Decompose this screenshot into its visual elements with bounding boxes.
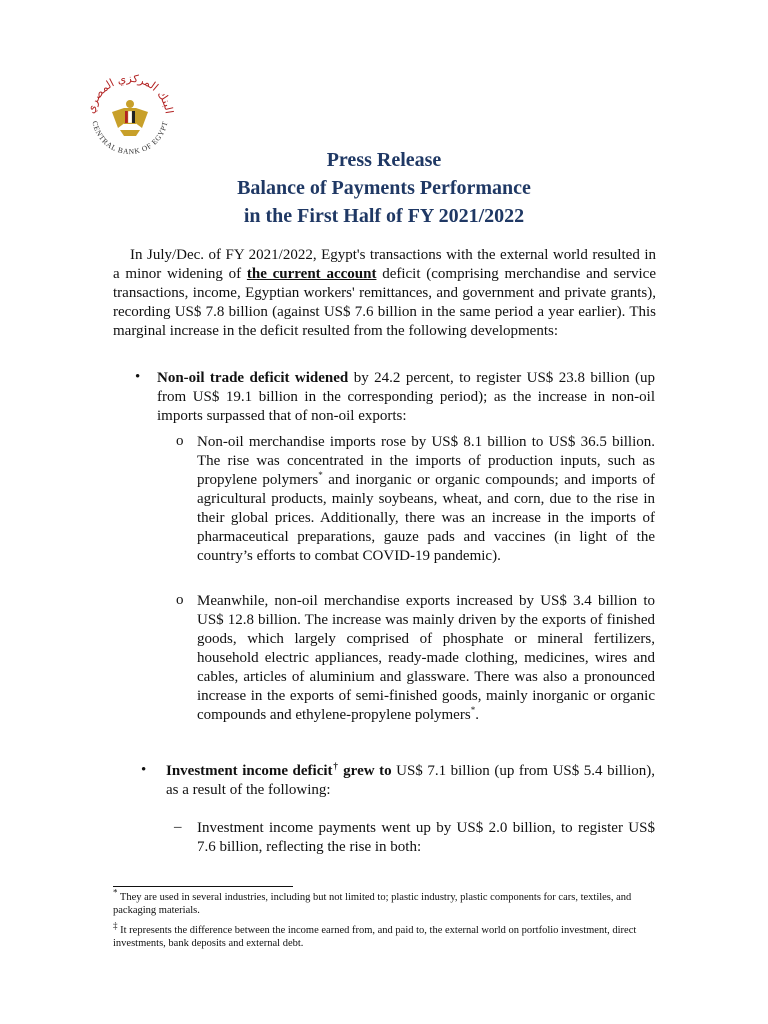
footnote-divider bbox=[113, 886, 293, 887]
title-line-1: Press Release bbox=[326, 149, 442, 171]
title-line-2: Balance of Payments Performance bbox=[237, 177, 531, 199]
bullet-marker: • bbox=[135, 369, 141, 385]
current-account-emphasis: the current account bbox=[246, 266, 377, 282]
press-release-title bbox=[0, 146, 768, 230]
investment-income-text: US$ 7.1 billion (up from US$ 5.4 billion), as a result of the following: bbox=[166, 763, 656, 798]
non-oil-trade-lead: Non-oil trade deficit widened bbox=[157, 370, 349, 386]
sub-bullet-marker: o bbox=[176, 592, 184, 608]
imports-text-1: Non-oil merchandise imports rose by US$ 8.1 billion to US$ 36.5 billion. The rise was concentrated in the imports of production inputs, such as propylene polymers bbox=[197, 434, 655, 488]
footnote-ref-star: * bbox=[470, 705, 476, 715]
intro-paragraph bbox=[113, 246, 656, 341]
footnote-text: They are used in several industries, including but not limited to; plastic industry, plastic components for cars, textiles, and packaging materials. bbox=[113, 892, 632, 916]
title-line-3: in the First Half of FY 2021/2022 bbox=[243, 205, 525, 227]
footnote-mark: * bbox=[113, 887, 118, 898]
investment-income-lead: Investment income deficit bbox=[166, 763, 333, 779]
sub-bullet-marker: o bbox=[176, 433, 184, 449]
footnote-ref-star: * bbox=[318, 470, 323, 480]
svg-text:CENTRAL BANK OF EGYPT: CENTRAL BANK OF EGYPT bbox=[90, 120, 170, 157]
exports-paragraph bbox=[197, 592, 655, 725]
intro-text-1: In July/Dec. of FY 2021/2022, Egypt's transactions with the external world resulted in a minor widening of bbox=[113, 247, 656, 282]
footnote-ref-dagger: † bbox=[332, 761, 339, 771]
income-payments-text: Investment income payments went up by US$ 2.0 billion, to register US$ 7.6 billion, reflecting the rise in both: bbox=[197, 820, 655, 855]
non-oil-trade-text: by 24.2 percent, to register US$ 23.8 billion (up from US$ 19.1 billion in the corresponding period); as the increase in non-oil imports surpassed that of non-oil exports: bbox=[157, 370, 656, 424]
footnote-1 bbox=[113, 887, 658, 917]
footnote-mark: ‡ bbox=[113, 920, 118, 931]
intro-text-2: deficit (comprising merchandise and service transactions, income, Egyptian workers' remittances, and government and private grants), recording US$ 7.8 billion (against US$ 7.6 billion in the same period a year earlier). This marginal increase in the deficit resulted from the following developments: bbox=[113, 266, 656, 339]
exports-text-2: . bbox=[475, 707, 479, 723]
footnote-text: It represents the difference between the income earned from, and paid to, the external world on portfolio investment, direct investments, bank deposits and external debt. bbox=[113, 925, 637, 949]
dash-marker: – bbox=[174, 819, 182, 835]
imports-text-2: and inorganic or organic compounds; and imports of agricultural products, mainly soybeans, wheat, and corn, due to the rise in their global prices. Additionally, there was an increase in the imports of pharmaceutical preparations, gauze pads and vaccines (in light of the country’s efforts to combat COVID-19 pandemic). bbox=[197, 472, 655, 564]
investment-income-paragraph bbox=[166, 762, 655, 800]
svg-text:البنك المركزي المصري: البنك المركزي المصري bbox=[84, 71, 176, 115]
investment-income-lead-2: grew to bbox=[338, 763, 392, 779]
non-oil-trade-paragraph bbox=[157, 369, 655, 426]
exports-text-1: Meanwhile, non-oil merchandise exports increased by US$ 3.4 billion to US$ 12.8 billion. The increase was mainly driven by the exports of finished goods, which largely comprised of phosphate or mineral fertilizers, household electric appliances, ready-made clothing, medicines, wires and cables, articles of aluminium and glassware. There was also a pronounced increase in the exports of semi-finished goods, mainly inorganic or organic compounds and ethylene-propylene polymers bbox=[197, 593, 655, 723]
footnote-2 bbox=[113, 920, 658, 950]
income-payments-paragraph bbox=[197, 819, 655, 857]
imports-paragraph bbox=[197, 433, 655, 566]
bullet-marker: • bbox=[141, 762, 147, 778]
